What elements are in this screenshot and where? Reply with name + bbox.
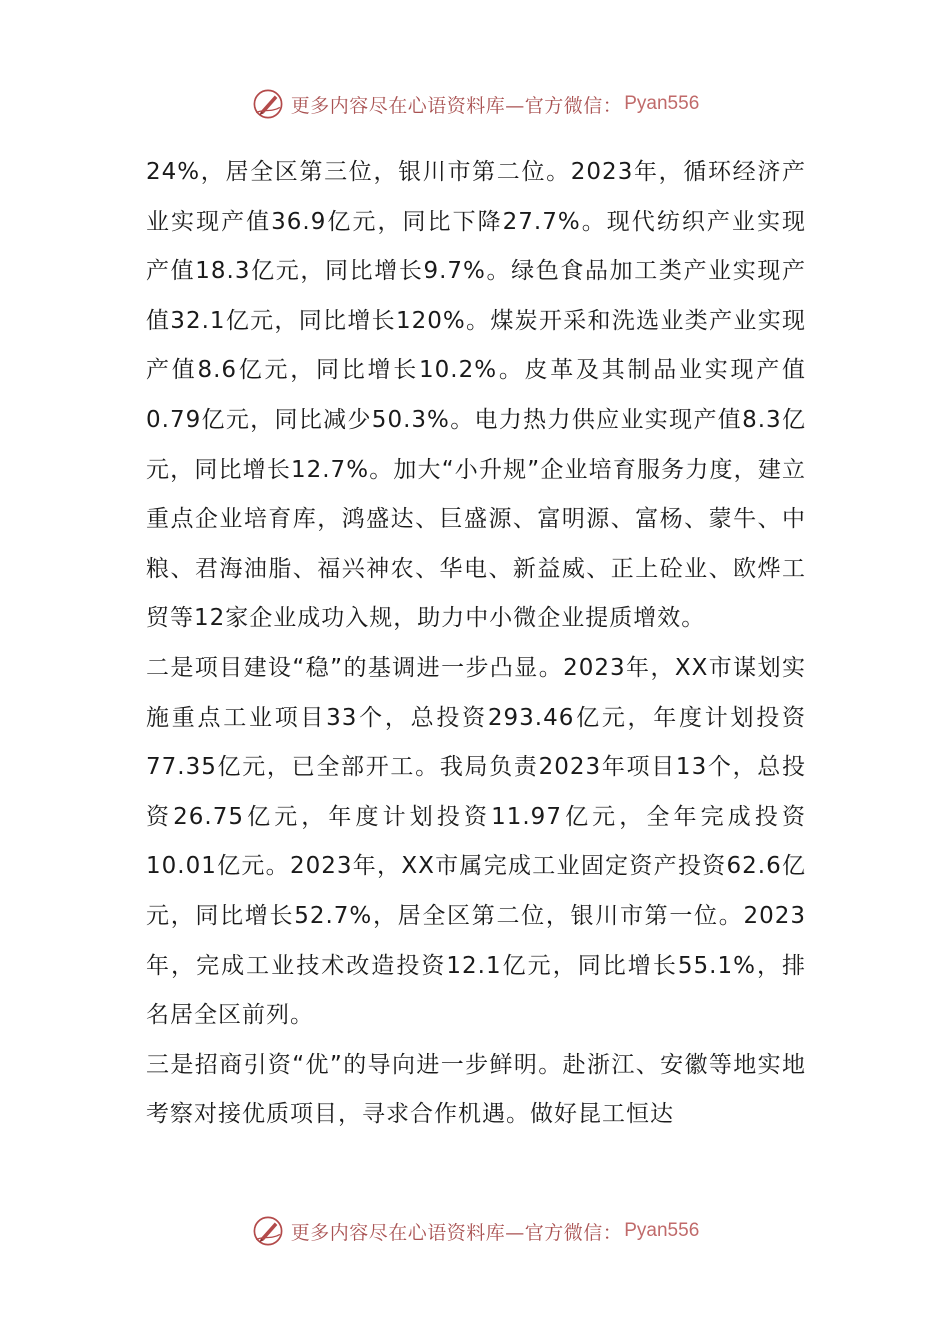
header-watermark bbox=[0, 84, 950, 124]
pen-logo-icon bbox=[251, 1214, 285, 1248]
paragraph-3: 三是招商引资“优”的导向进一步鲜明。赴浙江、安徽等地实地考察对接优质项目，寻求合作机遇。做好昆工恒达 bbox=[146, 1051, 806, 1128]
watermark-wechat-id: Pyan556 bbox=[624, 1220, 700, 1241]
footer-watermark bbox=[0, 1211, 950, 1251]
watermark-text: 更多内容尽在心语资料库—官方微信： bbox=[290, 94, 623, 117]
watermark-text: 更多内容尽在心语资料库—官方微信： bbox=[290, 1221, 623, 1244]
paragraph-1: 24%，居全区第三位，银川市第二位。2023年，循环经济产业实现产值36.9亿元，同比下降27.7%。现代纺织产业实现产值18.3亿元，同比增长9.7%。绿色食品加工类产业实现产值32.1亿元，同比增长120%。煤炭开采和洗选业类产业实现产值8.6亿元，同比增长10.2%。皮革及其制品业实现产值0.79亿元，同比减少50.3%。电力热力供应业实现产值8.3亿元，同比增长12.7%。加大“小升规”企业培育服务力度，建立重点企业培育库，鸿盛达、巨盛源、富明源、富杨、蒙牛、中粮、君海油脂、福兴神农、华电、新益威、正上砼业、欧烨工贸等12家企业成功入规，助力中小微企业提质增效。 bbox=[146, 159, 806, 632]
pen-logo-icon bbox=[251, 87, 285, 121]
paragraph-2: 二是项目建设“稳”的基调进一步凸显。2023年，XX市谋划实施重点工业项目33个，总投资293.46亿元，年度计划投资77.35亿元，已全部开工。我局负责2023年项目13个，总投资26.75亿元，年度计划投资11.97亿元，全年完成投资10.01亿元。2023年，XX市属完成工业固定资产投资62.6亿元，同比增长52.7%，居全区第二位，银川市第一位。2023年，完成工业技术改造投资12.1亿元，同比增长55.1%，排名居全区前列。 bbox=[146, 654, 806, 1029]
watermark-wechat-id: Pyan556 bbox=[624, 93, 700, 114]
document-body bbox=[146, 148, 806, 1140]
